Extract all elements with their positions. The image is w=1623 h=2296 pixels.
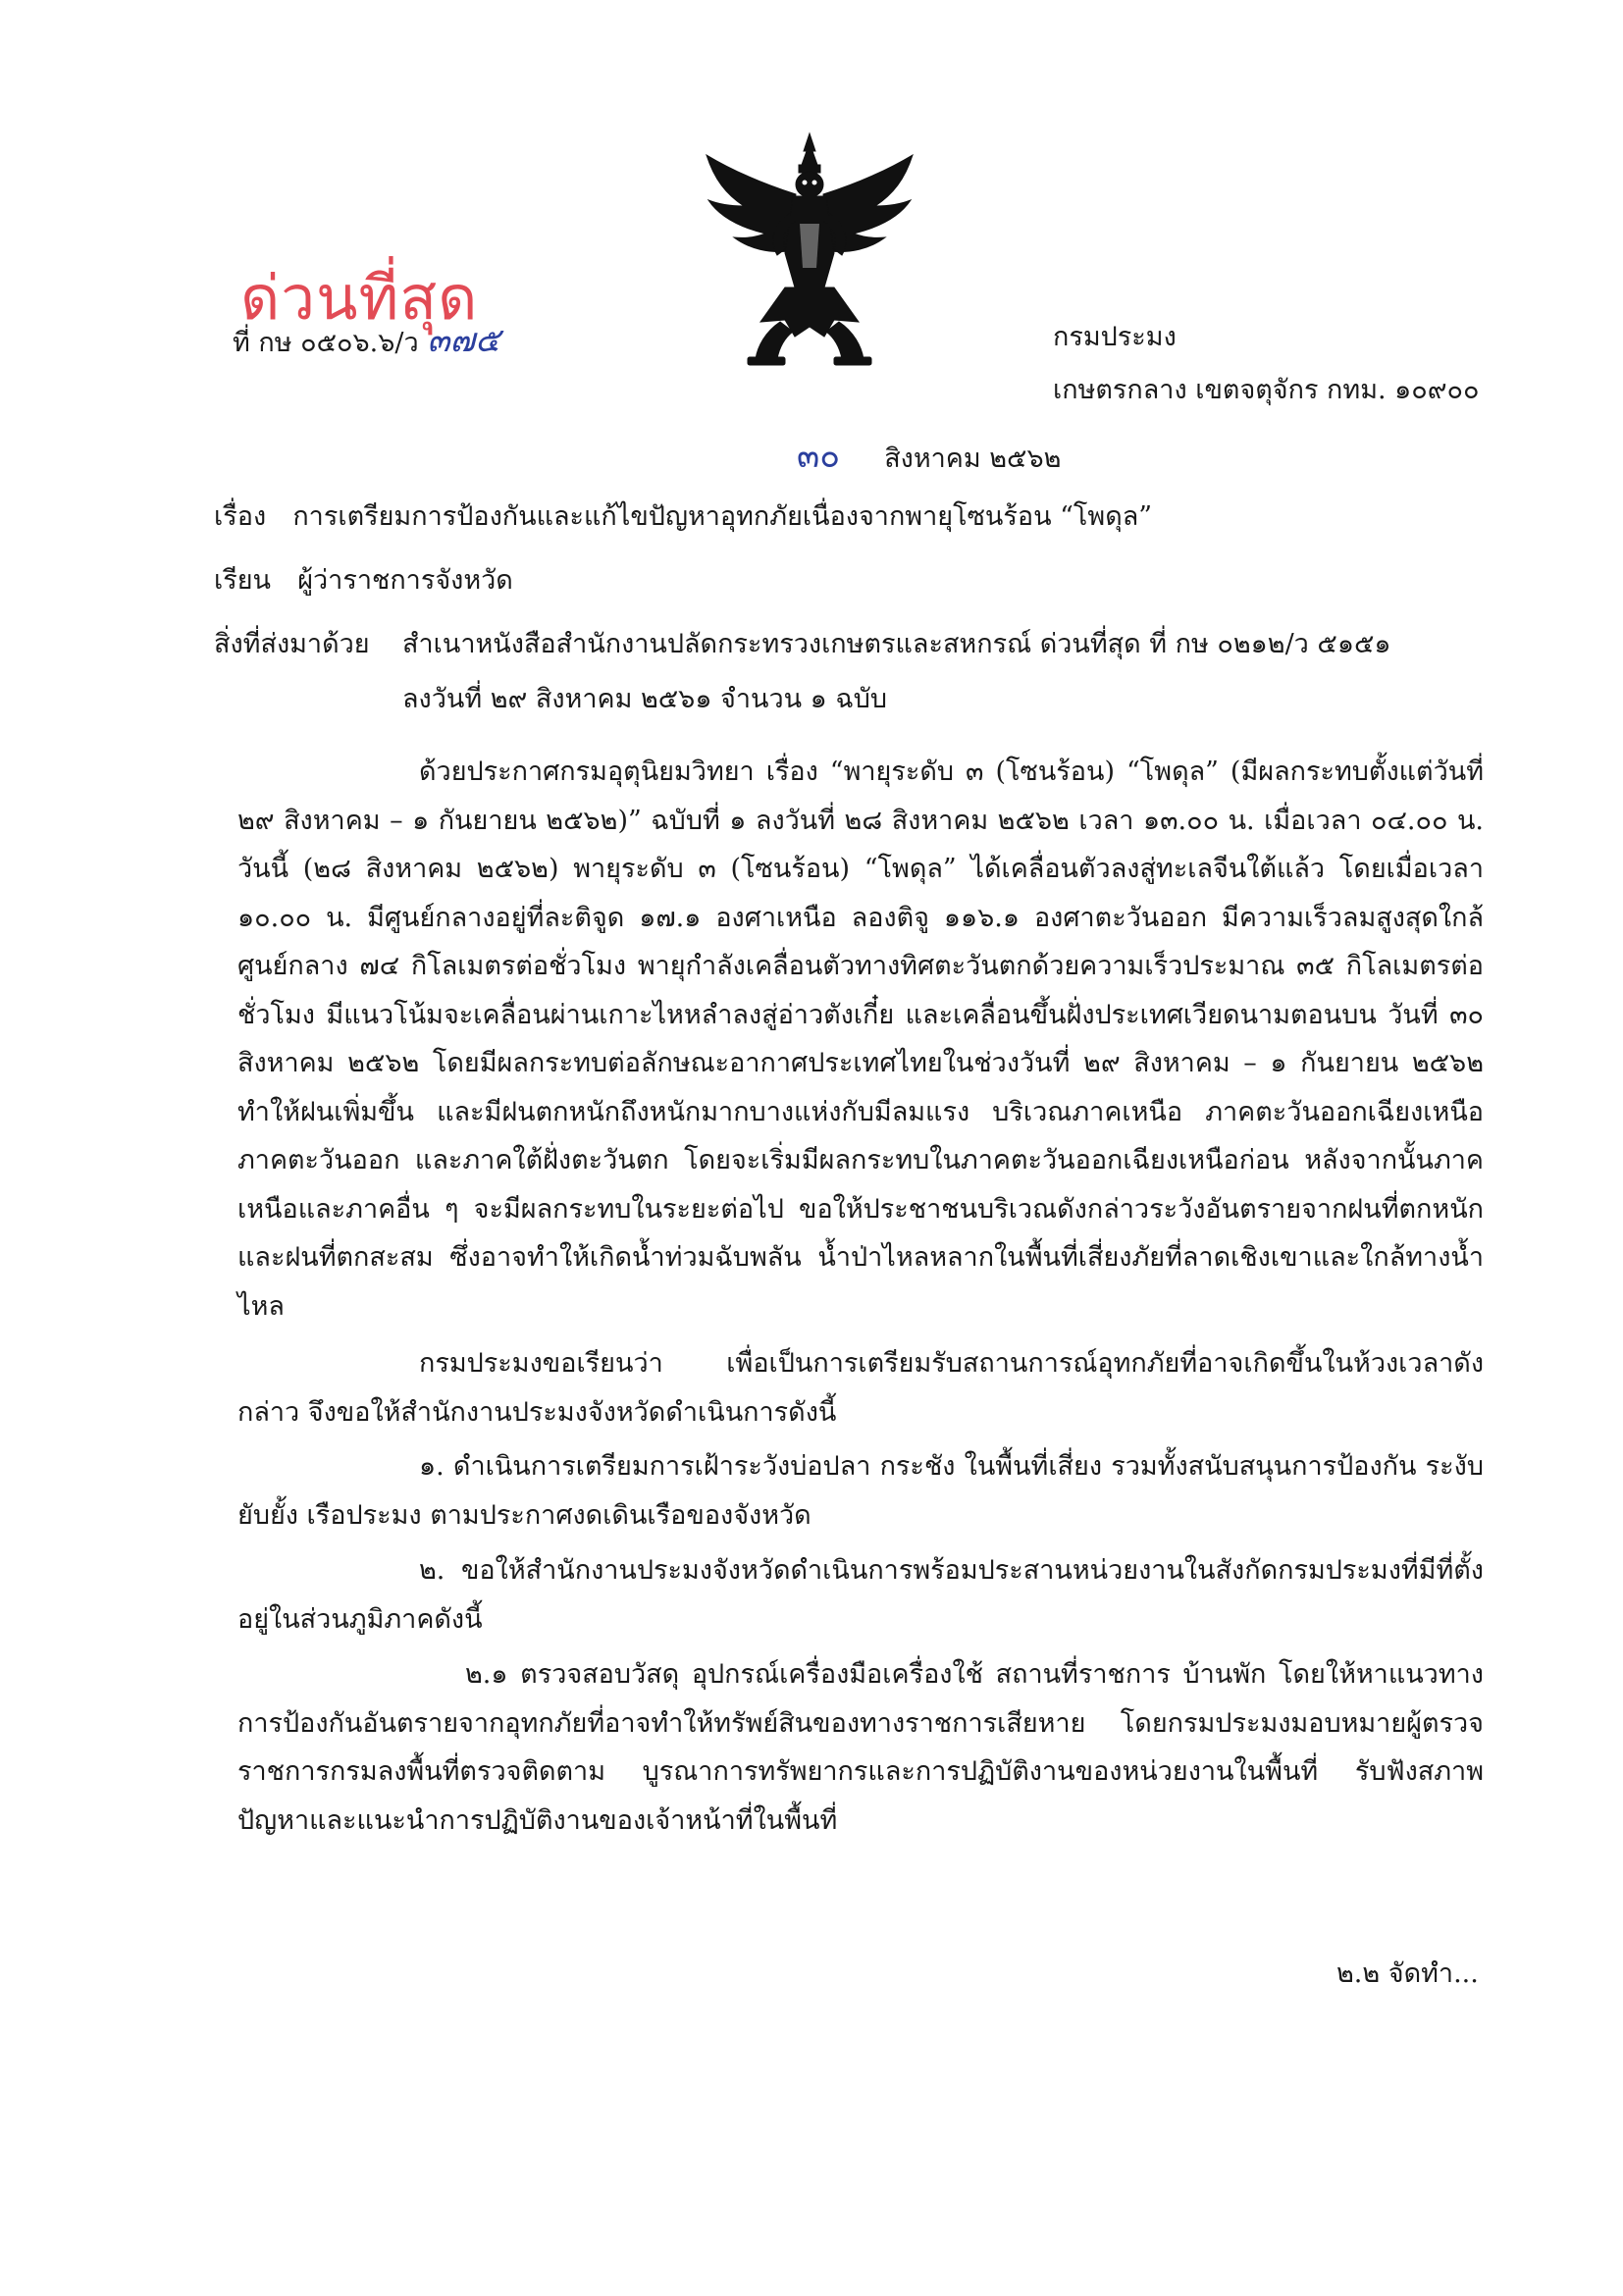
garuda-emblem-icon <box>687 126 932 371</box>
body-paragraph-2: กรมประมงขอเรียนว่า เพื่อเป็นการเตรียมรับสถานการณ์อุทกภัยที่อาจเกิดขึ้นในห้วงเวลาดังกล่าว จึงขอให้สำนักงานประมงจังหวัดดำเนินการดังนี้ <box>237 1348 1484 1428</box>
agency-address: เกษตรกลาง เขตจตุจักร กทม. ๑๐๙๐๐ <box>1053 375 1480 405</box>
recipient-line <box>214 567 513 594</box>
reference-prefix: ที่ กษ ๐๕๐๖.๖/ว <box>233 328 419 358</box>
recipient-label: เรียน <box>214 565 272 596</box>
subject-label: เรื่อง <box>214 501 267 532</box>
agency-name: กรมประมง <box>1053 322 1177 352</box>
body-item-1: ๑. ดำเนินการเตรียมการเฝ้าระวังบ่อปลา กระชัง ในพื้นที่เสี่ยง รวมทั้งสนับสนุนการป้องกัน ระงับยับยั้ง เรือประมง ตามประกาศงดเดินเรือของจังหวัด <box>237 1451 1484 1531</box>
date-month-year: สิงหาคม ๒๕๖๒ <box>884 444 1062 474</box>
document-date <box>797 437 1062 476</box>
body-paragraph-1: ด้วยประกาศกรมอุตุนิยมวิทยา เรื่อง “พายุระดับ ๓ (โซนร้อน) “โพดุล” (มีผลกระทบตั้งแต่วันที่ ๒๙ สิงหาคม – ๑ กันยายน ๒๕๖๒)” ฉบับที่ ๑ ลงวันที่ ๒๘ สิงหาคม ๒๕๖๒ เวลา ๑๓.๐๐ น. เมื่อเวลา ๐๔.๐๐ น. วันนี้ (๒๘ สิงหาคม ๒๕๖๒) พายุระดับ ๓ (โซนร้อน) “โพดุล” ได้เคลื่อนตัวลงสู่ทะเลจีนใต้แล้ว โดยเมื่อเวลา ๑๐.๐๐ น. มีศูนย์กลางอยู่ที่ละติจูด ๑๗.๑ องศาเหนือ ลองติจู ๑๑๖.๑ องศาตะวันออก มีความเร็วลมสูงสุดใกล้ศูนย์กลาง ๗๔ กิโลเมตรต่อชั่วโมง พายุกำลังเคลื่อนตัวทางทิศตะวันตกด้วยความเร็วประมาณ ๓๕ กิโลเมตรต่อชั่วโมง มีแนวโน้มจะเคลื่อนผ่านเกาะไหหลำลงสู่อ่าวตังเกี๋ย และเคลื่อนขึ้นฝั่งประเทศเวียดนามตอนบน วันที่ ๓๐ สิงหาคม ๒๕๖๒ โดยมีผลกระทบต่อลักษณะอากาศประเทศไทยในช่วงวันที่ ๒๙ สิงหาคม – ๑ กันยายน ๒๕๖๒ ทำให้ฝนเพิ่มขึ้น และมีฝนตกหนักถึงหนักมากบางแห่งกับมีลมแรง บริเวณภาคเหนือ ภาคตะวันออกเฉียงเหนือ ภาคตะวันออก และภาคใต้ฝั่งตะวันตก โดยจะเริ่มมีผลกระทบในภาคตะวันออกเฉียงเหนือก่อน หลังจากนั้นภาคเหนือและภาคอื่น ๆ จะมีผลกระทบในระยะต่อไป ขอให้ประชาชนบริเวณดังกล่าวระวังอันตรายจากฝนที่ตกหนักและฝนที่ตกสะสม ซึ่งอาจทำให้เกิดน้ำท่วมฉับพลัน น้ำป่าไหลหลากในพื้นที่เสี่ยงภัยที่ลาดเชิงเขาและใกล้ทางน้ำไหล <box>237 757 1484 1322</box>
recipient-text: ผู้ว่าราชการจังหวัด <box>297 565 513 596</box>
reference-number <box>233 321 500 360</box>
enclosure-label: สิ่งที่ส่งมาด้วย <box>214 629 370 659</box>
urgency-stamp: ด่วนที่สุด <box>240 262 479 334</box>
enclosure-line-2: ลงวันที่ ๒๙ สิงหาคม ๒๕๖๑ จำนวน ๑ ฉบับ <box>402 684 888 714</box>
body-item-2-1: ๒.๑ ตรวจสอบวัสดุ อุปกรณ์เครื่องมือเครื่องใช้ สถานที่ราชการ บ้านพัก โดยให้หาแนวทางการป้องกันอันตรายจากอุทกภัยที่อาจทำให้ทรัพย์สินของทางราชการเสียหาย โดยกรมประมงมอบหมายผู้ตรวจราชการกรมลงพื้นที่ตรวจติดตาม บูรณาการทรัพยากรและการปฏิบัติงานของหน่วยงานในพื้นที่ รับฟังสภาพปัญหาและแนะนำการปฏิบัติงานของเจ้าหน้าที่ในพื้นที่ <box>237 1659 1484 1836</box>
date-day-handwritten: ๓๐ <box>797 437 840 476</box>
continuation-note: ๒.๒ จัดทำ... <box>1336 1958 1479 1989</box>
subject-line <box>214 503 1152 530</box>
enclosure-line-1: สำเนาหนังสือสำนักงานปลัดกระทรวงเกษตรและสหกรณ์ ด่วนที่สุด ที่ กษ ๐๒๑๒/ว ๕๑๕๑ <box>402 629 1391 659</box>
reference-handwritten-number: ๓๗๕ <box>427 321 500 360</box>
subject-text: การเตรียมการป้องกันและแก้ไขปัญหาอุทกภัยเนื่องจากพายุโซนร้อน “โพดุล” <box>292 501 1153 532</box>
body-item-2: ๒. ขอให้สำนักงานประมงจังหวัดดำเนินการพร้อมประสานหน่วยงานในสังกัดกรมประมงที่มีที่ตั้งอยู่ในส่วนภูมิภาคดังนี้ <box>237 1555 1484 1635</box>
